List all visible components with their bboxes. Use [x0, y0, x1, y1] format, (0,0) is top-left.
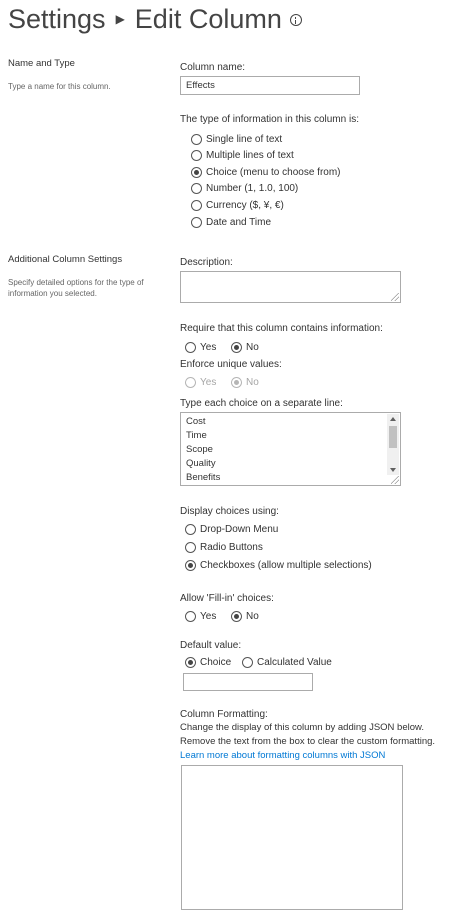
scroll-up-icon[interactable]: [390, 417, 396, 421]
breadcrumb-settings[interactable]: Settings: [8, 4, 106, 34]
default-choice-label: Choice: [200, 657, 232, 668]
choice-line: Quality: [186, 458, 216, 469]
resize-grip-icon[interactable]: [391, 476, 399, 484]
type-option-label: Single line of text: [206, 134, 283, 145]
radio-fillin-no[interactable]: [231, 611, 242, 622]
radio-require-no[interactable]: [231, 342, 242, 353]
default-choice-option[interactable]: [185, 657, 231, 668]
radio-date-time[interactable]: [191, 217, 202, 228]
radio-number[interactable]: [191, 183, 202, 194]
choice-line: Cost: [186, 416, 206, 427]
radio-display-checkboxes[interactable]: [185, 560, 196, 571]
type-option-date-time[interactable]: [191, 217, 271, 228]
section-title-additional: Additional Column Settings: [8, 254, 123, 265]
formatting-json-textarea[interactable]: [181, 765, 403, 910]
require-yes-option[interactable]: [185, 342, 216, 353]
description-textarea[interactable]: [180, 271, 401, 303]
formatting-learn-more-link[interactable]: Learn more about formatting columns with JSON: [180, 750, 386, 761]
unique-no-label: No: [246, 377, 259, 388]
fillin-yes-option[interactable]: [185, 611, 216, 622]
column-name-value: Effects: [186, 80, 215, 91]
display-label: Display choices using:: [180, 506, 279, 517]
radio-unique-yes: [185, 377, 196, 388]
choices-label: Type each choice on a separate line:: [180, 398, 343, 409]
radio-single-line[interactable]: [191, 134, 202, 145]
default-value-input[interactable]: [183, 673, 313, 691]
fillin-no-label: No: [246, 611, 259, 622]
choice-line: Scope: [186, 444, 213, 455]
unique-no-option: [231, 377, 259, 388]
radio-require-yes[interactable]: [185, 342, 196, 353]
type-option-single-line[interactable]: [191, 134, 282, 145]
section-title-name-type: Name and Type: [8, 58, 75, 69]
unique-label: Enforce unique values:: [180, 359, 282, 370]
scroll-down-icon[interactable]: [390, 468, 396, 472]
unique-yes-option: [185, 377, 216, 388]
scroll-thumb[interactable]: [389, 426, 397, 448]
require-no-label: No: [246, 342, 259, 353]
resize-grip-icon[interactable]: [391, 293, 399, 301]
radio-default-calculated[interactable]: [242, 657, 253, 668]
type-option-label: Multiple lines of text: [206, 150, 294, 161]
radio-multiple-lines[interactable]: [191, 150, 202, 161]
radio-currency[interactable]: [191, 200, 202, 211]
section-desc-name-type: Type a name for this column.: [8, 82, 111, 91]
choice-line: Time: [186, 430, 207, 441]
page-header: [8, 2, 302, 36]
display-option-label: Checkboxes (allow multiple selections): [200, 560, 372, 571]
require-label: Require that this column contains information:: [180, 323, 383, 334]
choices-scrollbar[interactable]: [387, 414, 399, 475]
default-calculated-label: Calculated Value: [257, 657, 332, 668]
display-option-label: Drop-Down Menu: [200, 524, 279, 535]
type-option-multiple-lines[interactable]: [191, 150, 294, 161]
display-checkboxes-option[interactable]: [185, 560, 372, 571]
type-label: The type of information in this column is:: [180, 114, 359, 125]
display-option-label: Radio Buttons: [200, 542, 263, 553]
choices-textarea[interactable]: [180, 412, 401, 486]
type-option-number[interactable]: [191, 183, 298, 194]
type-option-label: Date and Time: [206, 217, 272, 228]
radio-fillin-yes[interactable]: [185, 611, 196, 622]
default-label: Default value:: [180, 640, 242, 651]
fillin-no-option[interactable]: [231, 611, 259, 622]
section-desc-additional-line1: Specify detailed options for the type of: [8, 278, 144, 287]
choice-line: Benefits: [186, 472, 221, 483]
require-no-option[interactable]: [231, 342, 259, 353]
type-option-choice[interactable]: [191, 167, 341, 178]
formatting-label: Column Formatting:: [180, 709, 268, 720]
radio-unique-no: [231, 377, 242, 388]
radio-choice[interactable]: [191, 167, 202, 178]
type-option-label: Number (1, 1.0, 100): [206, 183, 299, 194]
radio-default-choice[interactable]: [185, 657, 196, 668]
section-desc-additional-line2: information you selected.: [8, 289, 97, 298]
default-calculated-option[interactable]: [242, 657, 332, 668]
require-yes-label: Yes: [200, 342, 217, 353]
formatting-help-line2: Remove the text from the box to clear the custom formatting.: [180, 736, 436, 747]
column-name-label: Column name:: [180, 62, 246, 73]
column-name-input[interactable]: [180, 76, 360, 95]
formatting-help-line1: Change the display of this column by adding JSON below.: [180, 722, 424, 733]
type-option-label: Choice (menu to choose from): [206, 167, 341, 178]
radio-display-dropdown[interactable]: [185, 524, 196, 535]
type-option-currency[interactable]: [191, 200, 284, 211]
radio-display-radio-buttons[interactable]: [185, 542, 196, 553]
display-radio-buttons-option[interactable]: [185, 542, 263, 553]
fillin-label: Allow 'Fill-in' choices:: [180, 593, 274, 604]
description-label: Description:: [180, 257, 233, 268]
fillin-yes-label: Yes: [200, 611, 217, 622]
unique-yes-label: Yes: [200, 377, 217, 388]
page-title: Edit Column: [134, 4, 282, 34]
info-icon[interactable]: [290, 14, 302, 26]
type-option-label: Currency ($, ¥, €): [206, 200, 284, 211]
breadcrumb-separator-icon: ▶: [115, 12, 125, 26]
display-dropdown-option[interactable]: [185, 524, 278, 535]
